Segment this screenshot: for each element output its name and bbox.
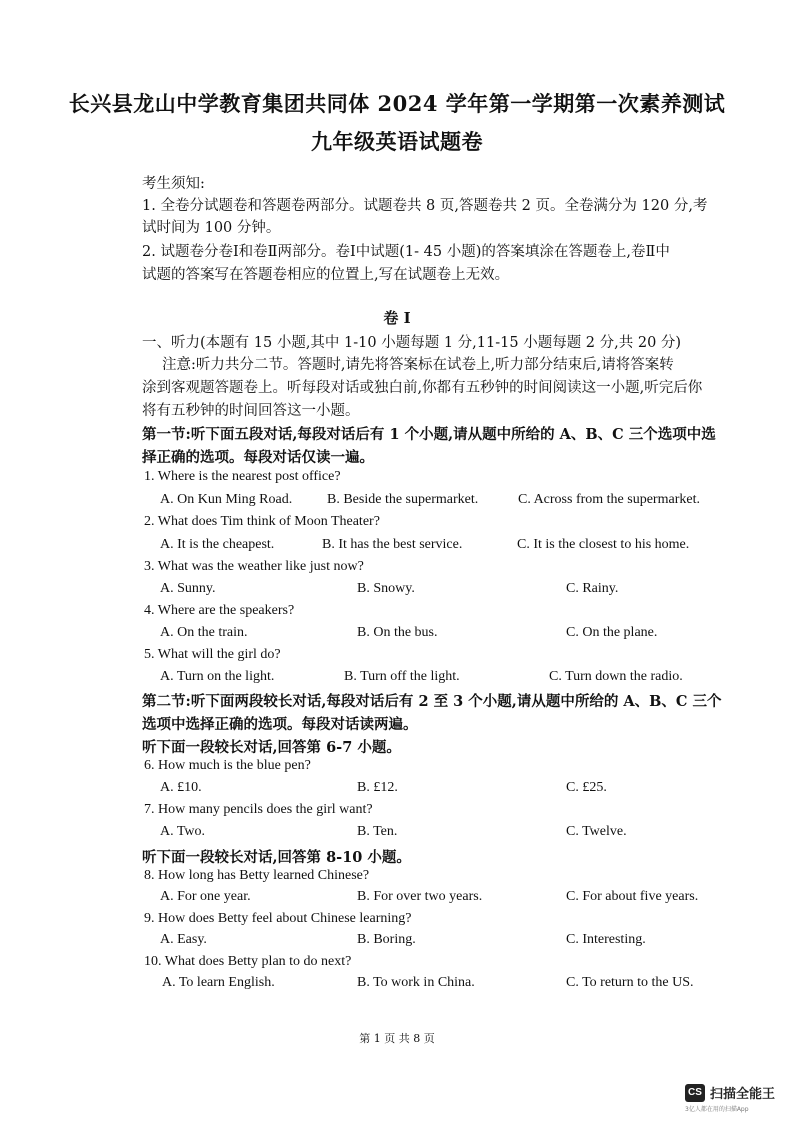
dialog-instruction: 听下面一段较长对话,回答第 8-10 小题。 bbox=[142, 849, 411, 866]
option-a: A. It is the cheapest. bbox=[160, 537, 275, 552]
question-text: 6. How much is the blue pen? bbox=[144, 758, 311, 773]
question-text: 8. How long has Betty learned Chinese? bbox=[144, 868, 370, 883]
volume-heading: 卷 Ⅰ bbox=[383, 309, 411, 327]
watermark-subtext: 3亿人都在用的扫描App bbox=[685, 1106, 749, 1113]
option-a: A. For one year. bbox=[160, 889, 251, 904]
option-c: C. To return to the US. bbox=[566, 975, 694, 990]
watermark-text: 扫描全能王 bbox=[710, 1087, 776, 1102]
option-a: A. Turn on the light. bbox=[160, 669, 275, 684]
option-b: B. It has the best service. bbox=[322, 537, 463, 552]
question-text: 10. What does Betty plan to do next? bbox=[144, 954, 352, 969]
option-b: B. On the bus. bbox=[357, 625, 438, 640]
camscanner-icon: CS bbox=[685, 1084, 705, 1102]
exam-subtitle: 九年级英语试题卷 bbox=[311, 129, 483, 154]
option-b: B. To work in China. bbox=[357, 975, 475, 990]
option-c: C. For about five years. bbox=[566, 889, 699, 904]
option-c: C. On the plane. bbox=[566, 625, 658, 640]
option-a: A. Sunny. bbox=[160, 581, 216, 596]
option-b: B. Ten. bbox=[357, 824, 398, 839]
question-text: 9. How does Betty feel about Chinese learning? bbox=[144, 911, 412, 926]
notice-line: 试时间为 100 分钟。 bbox=[142, 220, 281, 236]
question-text: 1. Where is the nearest post office? bbox=[144, 469, 341, 484]
question-text: 7. How many pencils does the girl want? bbox=[144, 802, 373, 817]
option-b: B. Boring. bbox=[357, 932, 416, 947]
option-c: C. Rainy. bbox=[566, 581, 619, 596]
option-c: C. Turn down the radio. bbox=[549, 669, 683, 684]
listening-note: 注意:听力共分二节。答题时,请先将答案标在试卷上,听力部分结束后,请将答案转 bbox=[162, 357, 674, 373]
question-text: 4. Where are the speakers? bbox=[144, 603, 295, 618]
question-text: 3. What was the weather like just now? bbox=[144, 559, 364, 574]
notice-line: 1. 全卷分试题卷和答题卷两部分。试题卷共 8 页,答题卷共 2 页。全卷满分为 120 分,考 bbox=[142, 198, 708, 214]
notice-line: 2. 试题卷分卷Ⅰ和卷Ⅱ两部分。卷Ⅰ中试题(1- 45 小题)的答案填涂在答题卷上,卷Ⅱ中 bbox=[142, 244, 670, 260]
exam-title: 长兴县龙山中学教育集团共同体 2024 学年第一学期第一次素养测试 bbox=[68, 91, 726, 116]
scanner-watermark bbox=[685, 1083, 775, 1102]
option-c: C. Interesting. bbox=[566, 932, 646, 947]
question-text: 5. What will the girl do? bbox=[144, 647, 281, 662]
option-b: B. £12. bbox=[357, 780, 398, 795]
notice-heading: 考生须知: bbox=[142, 176, 205, 192]
option-a: A. On Kun Ming Road. bbox=[160, 492, 293, 507]
option-a: A. Two. bbox=[160, 824, 206, 839]
dialog-instruction: 听下面一段较长对话,回答第 6-7 小题。 bbox=[142, 739, 401, 756]
option-b: B. Snowy. bbox=[357, 581, 415, 596]
option-c: C. £25. bbox=[566, 780, 607, 795]
option-a: A. £10. bbox=[160, 780, 202, 795]
question-text: 2. What does Tim think of Moon Theater? bbox=[144, 514, 380, 529]
option-a: A. To learn English. bbox=[162, 975, 275, 990]
part-instruction: 第二节:听下面两段较长对话,每段对话后有 2 至 3 个小题,请从题中所给的 A、B、C 三个 bbox=[142, 693, 722, 710]
part-instruction: 择正确的选项。每段对话仅读一遍。 bbox=[142, 449, 374, 466]
notice-line: 试题的答案写在答题卷相应的位置上,写在试题卷上无效。 bbox=[142, 267, 510, 283]
option-b: B. For over two years. bbox=[357, 889, 483, 904]
part-instruction: 选项中选择正确的选项。每段对话读两遍。 bbox=[142, 716, 418, 733]
option-b: B. Turn off the light. bbox=[344, 669, 460, 684]
option-a: A. On the train. bbox=[160, 625, 248, 640]
option-c: C. Across from the supermarket. bbox=[518, 492, 700, 507]
listening-note: 涂到客观题答题卷上。听每段对话或独白前,你都有五秒钟的时间阅读这一小题,听完后你 bbox=[142, 380, 703, 396]
page-number: 第 1 页 共 8 页 bbox=[359, 1032, 435, 1045]
part-instruction: 第一节:听下面五段对话,每段对话后有 1 个小题,请从题中所给的 A、B、C 三个选项中选 bbox=[142, 426, 716, 443]
option-a: A. Easy. bbox=[160, 932, 207, 947]
listening-note: 将有五秒钟的时间回答这一小题。 bbox=[142, 403, 360, 419]
section-heading: 一、听力(本题有 15 小题,其中 1-10 小题每题 1 分,11-15 小题每题 2 分,共 20 分) bbox=[142, 335, 682, 351]
option-c: C. Twelve. bbox=[566, 824, 627, 839]
option-b: B. Beside the supermarket. bbox=[327, 492, 479, 507]
option-c: C. It is the closest to his home. bbox=[517, 537, 690, 552]
